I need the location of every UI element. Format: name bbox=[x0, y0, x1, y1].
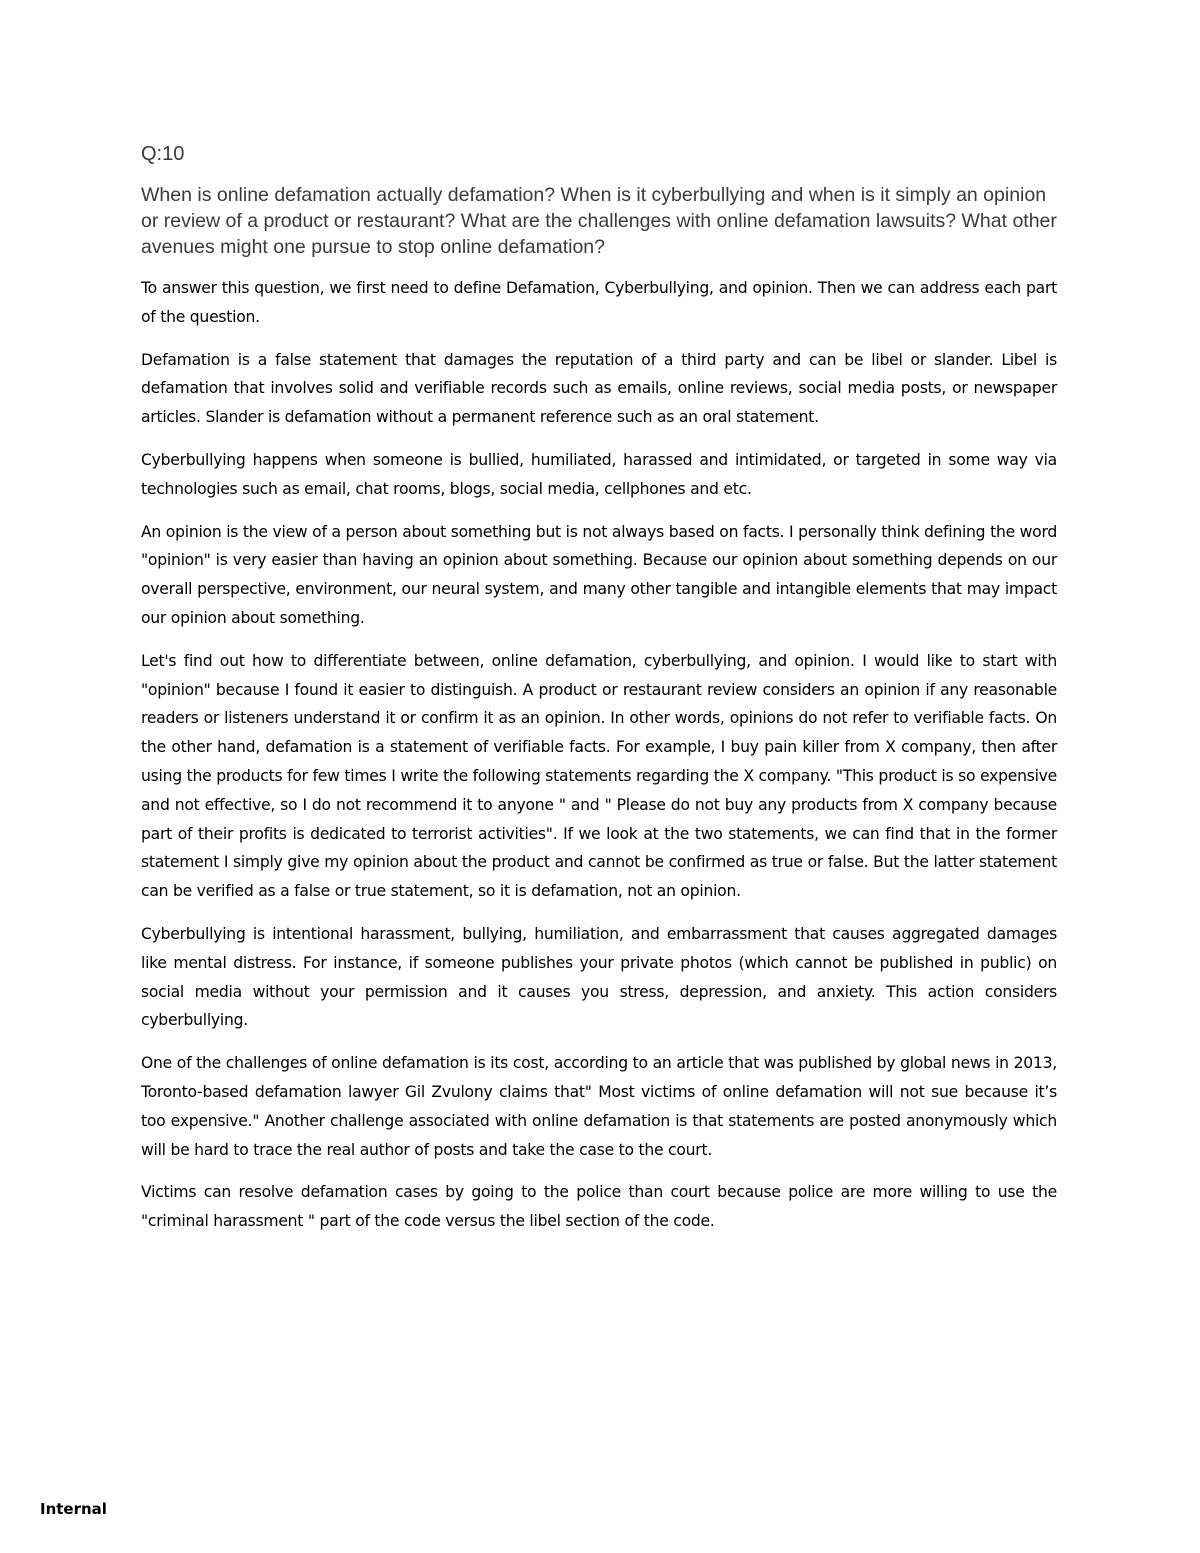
answer-paragraph-opinion: An opinion is the view of a person about something but is not always based on facts. I personally think defining the word "opinion" is very easier than having an opinion about something. Because our opinion about something depends on our overall perspective, environment, our neural system, and many other tangible and intangible elements that may impact our opinion about something. bbox=[141, 522, 1057, 627]
answer-paragraph-challenges: One of the challenges of online defamation is its cost, according to an article that was published by global news in 2013, Toronto-based defamation lawyer Gil Zvulony claims that" Most victims of online defamation will not sue because it’s too expensive." Another challenge associated with online defamation is that statements are posted anonymously which will be hard to trace the real author of posts and take the case to the court. bbox=[141, 1054, 1057, 1159]
classification-label: Internal bbox=[40, 1500, 107, 1518]
answer-paragraph-avenues: Victims can resolve defamation cases by going to the police than court because police are more willing to use the "criminal harassment " part of the code versus the libel section of the code. bbox=[141, 1183, 1057, 1231]
answer-paragraph-cyberbullying-example: Cyberbullying is intentional harassment, bullying, humiliation, and embarrassment that causes aggregated damages like mental distress. For instance, if someone publishes your private photos (which cannot be published in public) on social media without your permission and it causes you stress, depression, and anxiety. This action considers cyberbullying. bbox=[141, 924, 1057, 1030]
question-number: Q:10 bbox=[141, 143, 185, 165]
question-text: When is online defamation actually defamation? When is it cyberbullying and when is it simply an opinion or review of a product or restaurant? What are the challenges with online defamation lawsuits? What other avenues might one pursue to stop online defamation? bbox=[141, 184, 1057, 258]
document-page bbox=[141, 140, 1057, 1250]
answer-paragraph-intro: To answer this question, we first need to define Defamation, Cyberbullying, and opinion. Then we can address each part of the question. bbox=[141, 279, 1057, 326]
answer-paragraph-cyberbullying-definition: Cyberbullying happens when someone is bullied, humiliated, harassed and intimidated, or targeted in some way via technologies such as email, chat rooms, blogs, social media, cellphones and etc. bbox=[141, 450, 1057, 498]
answer-paragraph-defamation: Defamation is a false statement that damages the reputation of a third party and can be libel or slander. Libel is defamation that involves solid and verifiable records such as emails, online reviews, social media posts, or newspaper articles. Slander is defamation without a permanent reference such as an oral statement. bbox=[141, 350, 1057, 427]
answer-paragraph-differentiation: Let's find out how to differentiate between, online defamation, cyberbullying, and opinion. I would like to start with "opinion" because I found it easier to distinguish. A product or restaurant review considers an opinion if any reasonable readers or listeners understand it or confirm it as an opinion. In other words, opinions do not refer to verifiable facts. On the other hand, defamation is a statement of verifiable facts. For example, I buy pain killer from X company, then after using the products for few times I write the following statements regarding the X company. "This product is so expensive and not effective, so I do not recommend it to anyone " and " Please do not buy any products from X company because part of their profits is dedicated to terrorist activities". If we look at the two statements, we can find that in the former statement I simply give my opinion about the product and cannot be confirmed as true or false. But the latter statement can be verified as a false or true statement, so it is defamation, not an opinion. bbox=[141, 651, 1057, 901]
